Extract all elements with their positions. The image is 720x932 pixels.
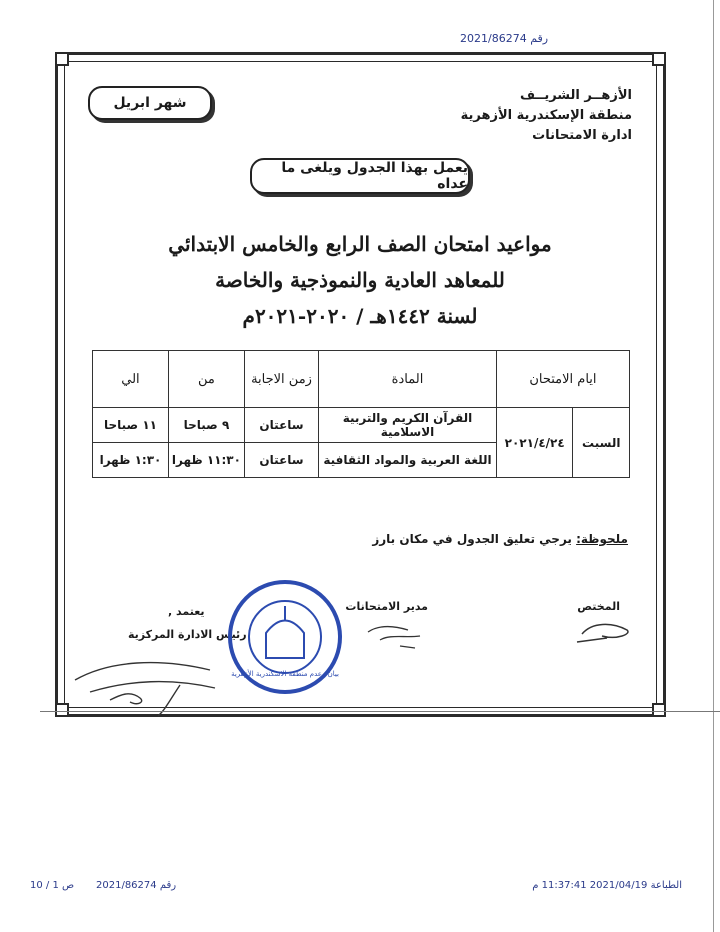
organization-header bbox=[461, 86, 632, 146]
table-header-row bbox=[93, 351, 630, 408]
exam-director-signature bbox=[360, 612, 440, 654]
header-subject: المادة bbox=[319, 351, 497, 408]
note-label: ملحوظة: bbox=[576, 532, 628, 546]
notice-text: يعمل بهذا الجدول ويلغى ما عداه bbox=[281, 160, 468, 192]
signature-specialist-label: المختص bbox=[577, 600, 620, 613]
frame-corner-ornament bbox=[55, 52, 69, 66]
header-from: من bbox=[168, 351, 244, 408]
signature-approve-label: يعتمد , bbox=[168, 605, 205, 618]
document-title-line1: مواعيد امتحان الصف الرابع والخامس الابتدائي bbox=[168, 232, 552, 256]
notice-badge bbox=[250, 158, 470, 194]
frame-corner-ornament bbox=[55, 703, 69, 717]
table-row bbox=[93, 408, 630, 443]
stamp-text: بيان وعدم منطقة الاسكندرية الأزهرية bbox=[231, 670, 339, 678]
org-line: الأزهــر الشريــف bbox=[519, 88, 632, 103]
cell-to: ١:٣٠ ظهرا bbox=[93, 443, 169, 478]
cell-subject: القرآن الكريم والتربية الاسلامية bbox=[319, 408, 497, 443]
header-duration: زمن الاجابة bbox=[244, 351, 318, 408]
org-line: ادارة الامتحانات bbox=[532, 128, 632, 143]
month-label: شهر ابريل bbox=[113, 95, 187, 111]
month-badge bbox=[88, 86, 212, 120]
signature-exam-director-label: مدير الامتحانات bbox=[345, 600, 428, 613]
reference-number-top: رقم 2021/86274 bbox=[460, 32, 549, 45]
document-title-line2: للمعاهد العادية والنموذجية والخاصة bbox=[215, 268, 505, 292]
signature-central-head-label: رئيس الادارة المركزية bbox=[128, 628, 247, 641]
header-exam-days: ايام الامتحان bbox=[496, 351, 629, 408]
cell-duration: ساعتان bbox=[244, 443, 318, 478]
frame-corner-ornament bbox=[652, 703, 666, 717]
document-title-line3: لسنة ١٤٤٢هـ / ٢٠٢٠-٢٠٢١م bbox=[242, 304, 478, 328]
page-edge-line bbox=[713, 0, 714, 932]
frame-corner-ornament bbox=[652, 52, 666, 66]
cell-subject: اللغة العربية والمواد الثقافية bbox=[319, 443, 497, 478]
exam-schedule-table bbox=[92, 350, 630, 478]
scan-edge-line bbox=[40, 711, 720, 712]
cell-from: ٩ صباحا bbox=[168, 408, 244, 443]
official-stamp bbox=[226, 578, 344, 696]
footer-reference: رقم 2021/86274 bbox=[96, 880, 177, 891]
central-head-signature bbox=[70, 640, 220, 720]
note-text: يرجي تعليق الجدول في مكان بارز bbox=[372, 532, 572, 546]
cell-from: ١١:٣٠ ظهرا bbox=[168, 443, 244, 478]
cell-duration: ساعتان bbox=[244, 408, 318, 443]
header-to: الي bbox=[93, 351, 169, 408]
specialist-signature bbox=[572, 612, 642, 648]
cell-day: السبت bbox=[573, 408, 630, 478]
cell-to: ١١ صباحا bbox=[93, 408, 169, 443]
org-line: منطقة الإسكندرية الأزهرية bbox=[460, 108, 632, 123]
footer-page-number: ص 1 / 10 bbox=[30, 880, 75, 891]
note bbox=[372, 532, 628, 546]
cell-date: ٢٠٢١/٤/٢٤ bbox=[496, 408, 573, 478]
footer-print-time: الطباعة 2021/04/19 11:37:41 م bbox=[532, 880, 682, 891]
